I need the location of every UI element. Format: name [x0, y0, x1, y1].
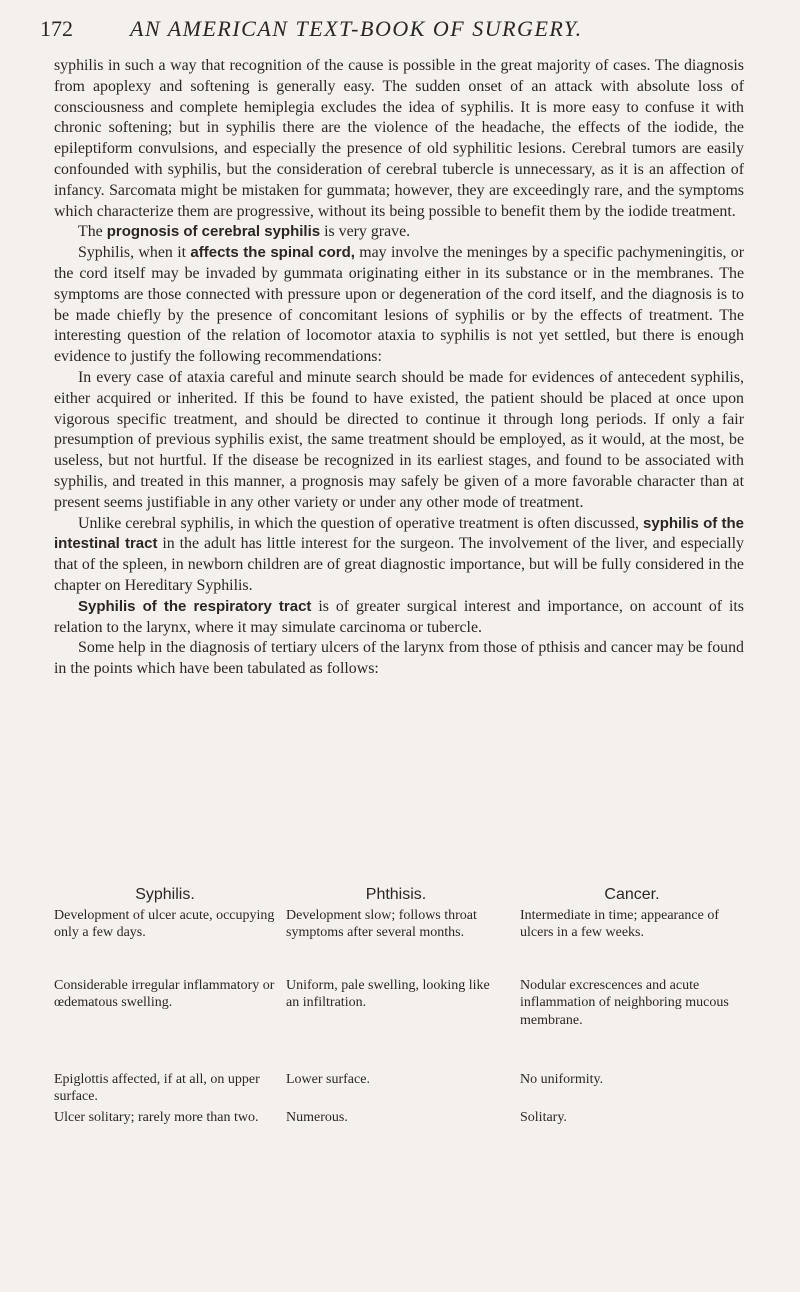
paragraph-2-text: is very grave. [320, 223, 411, 241]
table-cell: Nodular excrescences and acute inflammation of neighboring mucous membrane. [520, 977, 729, 1028]
body-text [54, 56, 744, 680]
running-title: AN AMERICAN TEXT-BOOK OF SURGERY. [130, 16, 583, 41]
paragraph-6 [54, 597, 744, 639]
paragraph-2-lead: The [78, 223, 107, 241]
diagnosis-table [54, 886, 744, 1126]
paragraph-5-text: in the adult has little interest for the surgeon. The involvement of the liver, and especially that of the spleen, in newborn children are of great diagnostic importance, but will be fully considered in the chapter on Hereditary Syphilis. [54, 535, 744, 594]
paragraph-5-lead: Unlike cerebral syphilis, in which the question of operative treatment is often discussed, [78, 514, 644, 532]
paragraph-5-heading: syphilis of the intestinal tract [54, 514, 744, 553]
paragraph-4: In every case of ataxia careful and minute search should be made for evidences of antecedent syphilis, either acquired or inherited. If this be found to have existed, the patient should be placed at once upon vigorous specific treatment, and should be directed to continue it through long periods. If only a fair presumption of previous syphilis exist, the same treatment should be employed, as it would, at the most, be useless, but not hurtful. If the disease be recognized in its earliest stages, and found to be associated with syphilis, and treated in this manner, a prognosis may safely be given of a more favorable character than at present seems justifiable in any other variety or under any other mode of treatment. [54, 368, 744, 511]
paragraph-5 [54, 514, 744, 597]
paragraph-3-text: may involve the meninges by a specific pachymeningitis, or the cord itself may be invaded by gummata originating either in its substance or in the membranes. The symptoms are those connected with pressure upon or degeneration of the cord itself, and the diagnosis is to be made chiefly by the presence of concomitant lesions of syphilis or by the effects of treatment. The interesting question of the relation of locomotor ataxia to syphilis is not yet settled, but there is enough evidence to justify the following recommendations: [54, 244, 744, 366]
table-cell: Uniform, pale swelling, looking like an infiltration. [286, 977, 490, 1010]
column-heading: Cancer. [604, 886, 660, 903]
table-cell: No uniformity. [520, 1071, 604, 1087]
column-syphilis [54, 886, 284, 1126]
page-number: 172 [40, 16, 73, 41]
running-header [40, 16, 760, 44]
paragraph-3-lead: Syphilis, when it [78, 244, 191, 262]
paragraph-2-heading: prognosis of cerebral syphilis [106, 223, 321, 241]
paragraph-6-text: is of greater surgical interest and importance, on account of its relation to the larynx, where it may simulate carcinoma or tubercle. [54, 597, 744, 636]
paragraph-1: syphilis in such a way that recognition of the cause is possible in the great majority of cases. The diagnosis from apoplexy and softening is generally easy. The sudden onset of an attack with absolute loss of consciousness and complete hemiplegia excludes the idea of syphilis. It is more easy to confuse it with chronic softening; but in syphilis there are the violence of the headache, the effects of the iodide, the epileptiform convulsions, and especially the presence of old syphilitic lesions. Cerebral tumors are easily confounded with syphilis, but the consideration of cerebral tubercle is unnecessary, as it is an affection of infancy. Sarcomata might be mistaken for gummata; however, they are exceedingly rare, and the symptoms which characterize them are progressive, without its being possible to benefit them by the iodide treatment. [54, 57, 744, 220]
table-cell: Development of ulcer acute, occupying only a few days. [54, 907, 275, 940]
paragraph-6-heading: Syphilis of the respiratory tract [78, 597, 312, 615]
column-phthisis [284, 886, 514, 1126]
column-cancer [514, 886, 744, 1126]
paragraph-2 [54, 222, 744, 243]
table-cell: Solitary. [520, 1109, 567, 1125]
paragraph-3 [54, 243, 744, 368]
table-cell: Numerous. [286, 1109, 348, 1125]
table-cell: Ulcer solitary; rarely more than two. [54, 1109, 259, 1125]
paragraph-7: Some help in the diagnosis of tertiary ulcers of the larynx from those of pthisis and cancer may be found in the points which have been tabulated as follows: [54, 639, 744, 678]
table-cell: Considerable irregular inflammatory or œdematous swelling. [54, 977, 275, 1010]
table-cell: Epiglottis affected, if at all, on upper surface. [54, 1071, 260, 1104]
column-heading: Syphilis. [135, 886, 195, 903]
column-heading: Phthisis. [365, 886, 427, 903]
paragraph-3-heading: affects the spinal cord, [190, 244, 355, 262]
table-cell: Intermediate in time; appearance of ulcers in a few weeks. [520, 907, 720, 940]
table-cell: Lower surface. [286, 1071, 370, 1087]
table-cell: Development slow; follows throat symptoms after several months. [286, 907, 477, 940]
